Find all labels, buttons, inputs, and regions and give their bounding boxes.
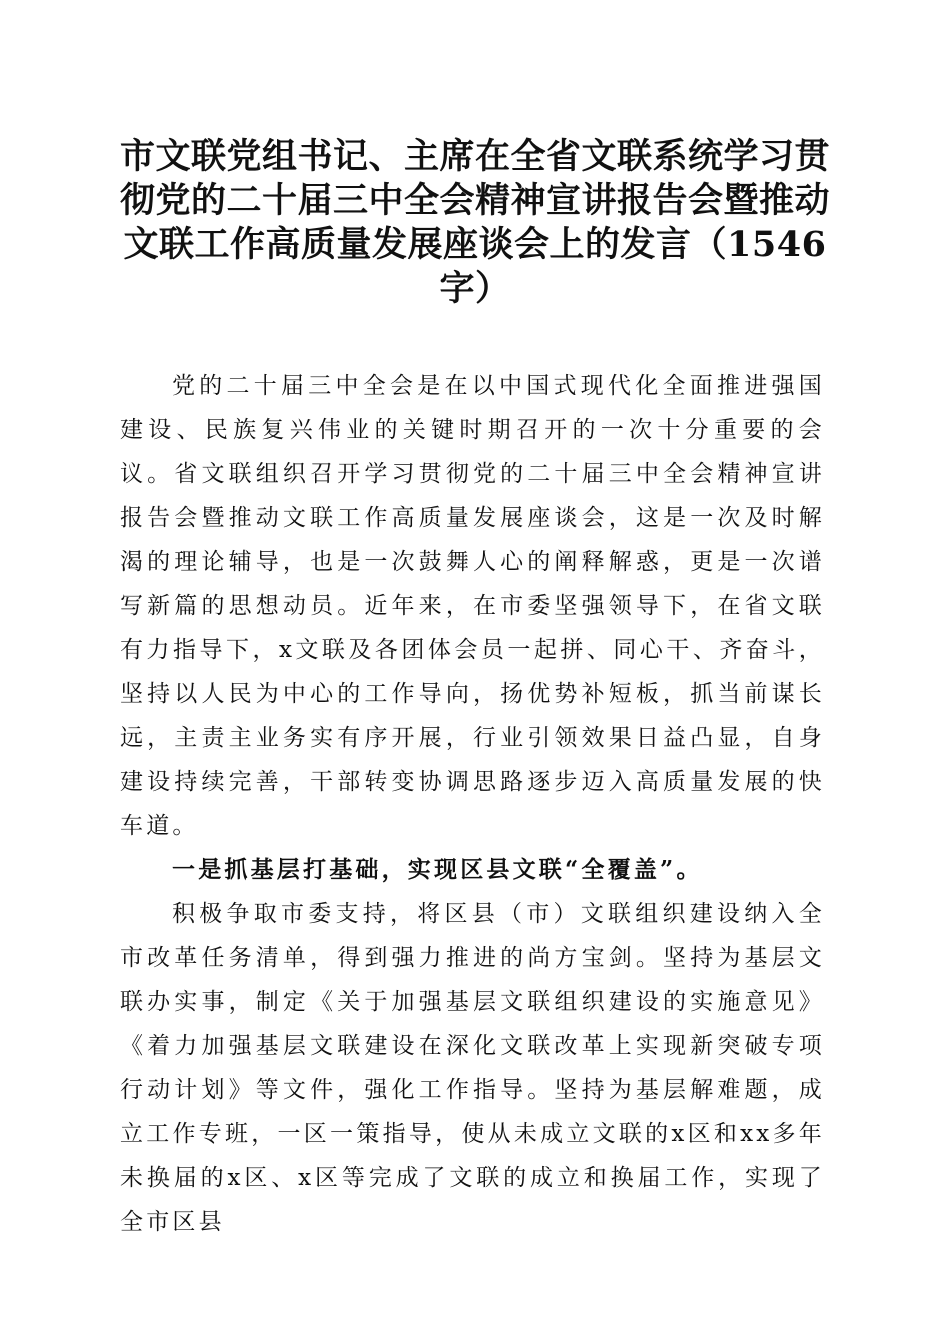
document-body: [120, 364, 825, 1244]
body-paragraph-section-one: 积极争取市委支持，将区县（市）文联组织建设纳入全市改革任务清单，得到强力推进的尚方宝剑。坚持为基层文联办实事，制定《关于加强基层文联组织建设的实施意见》《着力加强基层文联建设在深化文联改革上实现新突破专项行动计划》等文件，强化工作指导。坚持为基层解难题，成立工作专班，一区一策指导，使从未成立文联的x区和xx多年未换届的x区、x区等完成了文联的成立和换届工作，实现了全市区县: [120, 901, 825, 1235]
document-title: 市文联党组书记、主席在全省文联系统学习贯彻党的二十届三中全会精神宣讲报告会暨推动文联工作高质量发展座谈会上的发言（1546字）: [119, 136, 830, 309]
body-paragraph-intro: 党的二十届三中全会是在以中国式现代化全面推进强国建设、民族复兴伟业的关键时期召开的一次十分重要的会议。省文联组织召开学习贯彻党的二十届三中全会精神宣讲报告会暨推动文联工作高质量发展座谈会，这是一次及时解渴的理论辅导，也是一次鼓舞人心的阐释解惑，更是一次谱写新篇的思想动员。近年来，在市委坚强领导下，在省文联有力指导下，x文联及各团体会员一起拼、同心干、齐奋斗，坚持以人民为中心的工作导向，扬优势补短板，抓当前谋长远，主责主业务实有序开展，行业引领效果日益凸显，自身建设持续完善，干部转变协调思路逐步迈入高质量发展的快车道。: [120, 373, 825, 839]
section-heading: 一是抓基层打基础，实现区县文联“全覆盖”。: [172, 856, 703, 883]
